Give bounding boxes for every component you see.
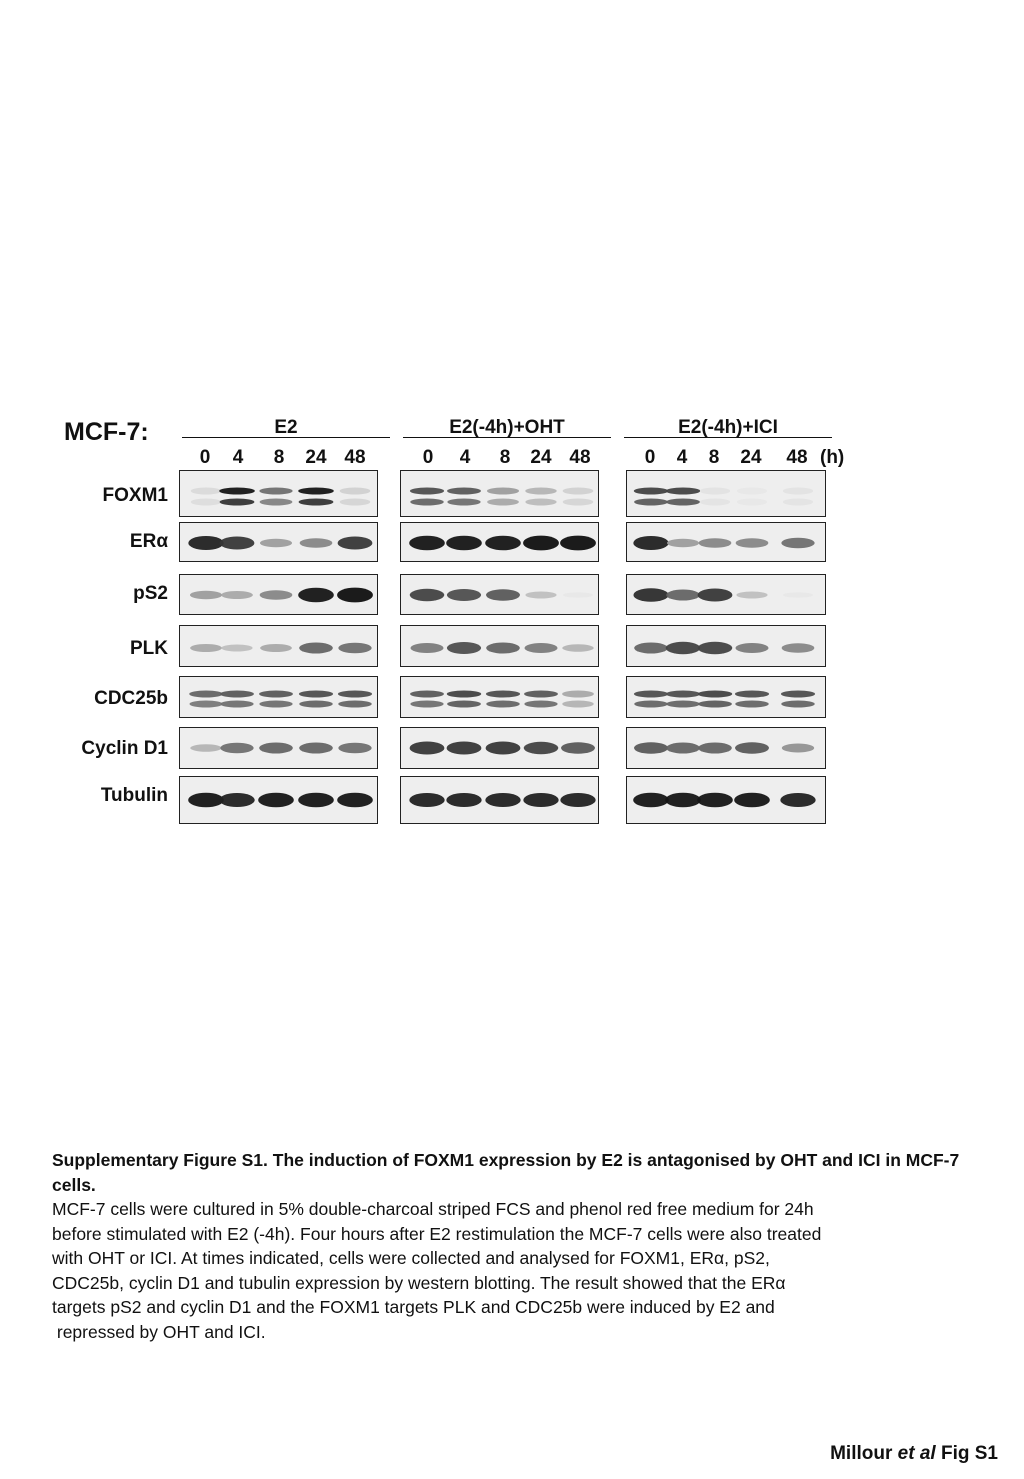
timepoint-label: 8 xyxy=(273,447,285,468)
blot-band xyxy=(487,499,519,506)
blot-band xyxy=(665,793,701,808)
blot-band xyxy=(447,742,482,755)
blot-image xyxy=(180,575,377,614)
blot-band xyxy=(260,499,293,506)
blot-band xyxy=(633,588,668,602)
blot-band xyxy=(562,644,594,652)
blot-image xyxy=(401,471,598,516)
blot-band xyxy=(486,589,520,601)
blot-image xyxy=(180,728,377,768)
blot-band xyxy=(299,691,333,698)
timepoint-label: 4 xyxy=(232,447,244,468)
blot-band xyxy=(735,742,769,754)
blot-band xyxy=(560,793,595,807)
blot-image xyxy=(627,575,825,614)
blot-band xyxy=(221,591,253,599)
blot-image xyxy=(627,626,825,666)
blot-band xyxy=(523,793,558,807)
timepoint-label: 4 xyxy=(676,447,688,468)
timepoint-label: 24 xyxy=(305,447,327,468)
blot-band xyxy=(666,499,700,506)
timepoint-label: 48 xyxy=(344,447,366,468)
blot-panel-cdc25b-e2 xyxy=(179,676,378,718)
timepoint-label: 0 xyxy=(644,447,656,468)
protein-label-foxm1: FOXM1 xyxy=(102,485,168,506)
protein-label-cdc25b: CDC25b xyxy=(94,688,168,709)
blot-band xyxy=(219,793,254,807)
blot-band xyxy=(260,539,292,548)
blot-band xyxy=(188,793,224,808)
timepoint-label: 48 xyxy=(786,447,808,468)
blot-band xyxy=(410,701,443,708)
blot-image xyxy=(180,677,377,717)
blot-band xyxy=(634,691,668,698)
blot-band xyxy=(447,499,480,506)
blot-band xyxy=(782,744,814,753)
blot-band xyxy=(447,642,481,654)
blot-band xyxy=(634,488,669,495)
blot-image xyxy=(401,777,598,823)
protein-label-tubulin: Tubulin xyxy=(100,785,168,806)
blot-panel-plk-e2 xyxy=(179,625,378,667)
blot-band xyxy=(188,536,223,550)
timepoint-label: 8 xyxy=(499,447,511,468)
blot-band xyxy=(410,742,445,755)
blot-band xyxy=(698,701,732,708)
blot-band xyxy=(410,499,444,506)
blot-band xyxy=(735,701,769,708)
blot-band xyxy=(633,793,669,808)
blot-image xyxy=(401,677,598,717)
caption-line: with OHT or ICI. At times indicated, cells were collected and analysed for FOXM1, ERα, pS2, xyxy=(52,1248,770,1268)
blot-band xyxy=(189,691,223,698)
figure-footer-label xyxy=(830,1443,998,1465)
blot-band xyxy=(485,536,521,551)
blot-band xyxy=(447,488,481,495)
blot-band xyxy=(666,488,701,495)
cell-line-label: MCF-7: xyxy=(64,418,149,446)
blot-band xyxy=(338,743,371,754)
blot-panel-cdc25b-oht xyxy=(400,676,599,718)
blot-band xyxy=(523,536,559,551)
blot-band xyxy=(698,691,733,698)
blot-panel-tubulin-ici xyxy=(626,776,826,824)
blot-band xyxy=(446,793,481,807)
timepoint-label: 8 xyxy=(708,447,720,468)
blot-band xyxy=(189,701,222,708)
blot-image xyxy=(627,677,825,717)
caption-line: CDC25b, cyclin D1 and tubulin expression by western blotting. The result showed that the ERα xyxy=(52,1272,786,1293)
blot-band xyxy=(560,536,596,551)
blot-image xyxy=(627,728,825,768)
blot-image xyxy=(627,471,825,516)
hours-unit-label: (h) xyxy=(820,447,845,468)
blot-band xyxy=(666,590,700,601)
blot-band xyxy=(337,793,373,808)
blot-band xyxy=(562,701,594,708)
condition-rule-oht xyxy=(403,437,611,438)
blot-band xyxy=(634,701,668,708)
blot-band xyxy=(525,592,556,599)
blot-panel-plk-oht xyxy=(400,625,599,667)
footer-fig: Fig S1 xyxy=(940,1443,998,1464)
caption-body xyxy=(52,1197,982,1344)
condition-title-ici: E2(-4h)+ICI xyxy=(678,417,778,438)
blot-band xyxy=(298,488,334,495)
blot-band xyxy=(562,691,594,698)
blot-band xyxy=(666,743,700,754)
blot-band xyxy=(633,536,668,550)
blot-band xyxy=(338,537,373,550)
timepoint-label: 48 xyxy=(569,447,591,468)
blot-band xyxy=(487,488,519,495)
blot-image xyxy=(401,626,598,666)
blot-band xyxy=(781,538,814,549)
blot-band xyxy=(220,499,255,506)
blot-band xyxy=(525,499,556,506)
blot-band xyxy=(736,643,769,653)
blot-band xyxy=(259,691,293,698)
blot-band xyxy=(666,642,701,655)
blot-band xyxy=(524,691,558,698)
blot-band xyxy=(260,644,292,652)
condition-title-oht: E2(-4h)+OHT xyxy=(449,417,565,438)
blot-band xyxy=(780,793,815,807)
caption-title: Supplementary Figure S1. The induction of FOXM1 expression by E2 is antagonised by OHT and ICI in MCF-7 cells. xyxy=(52,1150,960,1195)
blot-image xyxy=(180,777,377,823)
blot-band xyxy=(525,488,557,495)
blot-band xyxy=(340,499,371,506)
blot-band xyxy=(666,691,700,698)
timepoint-label: 24 xyxy=(530,447,552,468)
blot-band xyxy=(410,691,444,698)
blot-band xyxy=(525,643,558,653)
blot-band xyxy=(783,499,813,506)
blot-image xyxy=(627,523,825,561)
blot-band xyxy=(666,701,700,708)
footer-etal: et al xyxy=(897,1443,936,1464)
blot-image xyxy=(180,523,377,561)
blot-band xyxy=(524,701,557,708)
blot-panel-ps2-e2 xyxy=(179,574,378,615)
blot-band xyxy=(634,499,668,506)
figure-caption xyxy=(52,1148,982,1344)
blot-image xyxy=(627,777,825,823)
blot-band xyxy=(299,743,333,754)
blot-band xyxy=(700,499,730,506)
blot-band xyxy=(734,793,770,808)
blot-band xyxy=(781,691,815,698)
blot-panel-tubulin-e2 xyxy=(179,776,378,824)
blot-band xyxy=(260,590,293,600)
blot-band xyxy=(737,488,767,495)
blot-band xyxy=(561,742,595,754)
blot-band xyxy=(299,701,333,708)
blot-band xyxy=(697,793,733,808)
blot-band xyxy=(410,488,444,495)
condition-rule-ici xyxy=(624,437,832,438)
blot-band xyxy=(735,691,769,698)
blot-panel-foxm1-e2 xyxy=(179,470,378,517)
blot-band xyxy=(563,488,594,495)
blot-band xyxy=(411,643,444,653)
blot-band xyxy=(190,644,222,652)
blot-band xyxy=(299,643,333,654)
blot-band xyxy=(783,592,813,597)
blot-image xyxy=(401,728,598,768)
blot-panel-cyclin-d1-oht xyxy=(400,727,599,769)
blot-band xyxy=(667,539,699,548)
blot-band xyxy=(782,643,815,653)
blot-band xyxy=(191,499,221,506)
blot-band xyxy=(258,793,294,808)
caption-line: before stimulated with E2 (-4h). Four hours after E2 restimulation the MCF-7 cells were also treated xyxy=(52,1223,822,1244)
blot-band xyxy=(486,643,520,654)
blot-panel-foxm1-ici xyxy=(626,470,826,517)
blot-band xyxy=(736,538,769,548)
blot-band xyxy=(634,742,668,754)
caption-line: MCF-7 cells were cultured in 5% double-charcoal striped FCS and phenol red free medium for 24h xyxy=(52,1199,814,1219)
timepoint-label: 0 xyxy=(199,447,211,468)
protein-label-cyclin-d1: Cyclin D1 xyxy=(81,738,168,759)
protein-label-plk: PLK xyxy=(130,638,168,659)
blot-band xyxy=(299,499,334,506)
blot-panel-ps2-oht xyxy=(400,574,599,615)
blot-band xyxy=(524,742,559,755)
blot-band xyxy=(220,701,253,708)
blot-band xyxy=(563,499,594,506)
blot-panel-foxm1-oht xyxy=(400,470,599,517)
blot-band xyxy=(190,744,222,752)
blot-panel-era-e2 xyxy=(179,522,378,562)
caption-line: targets pS2 and cyclin D1 and the FOXM1 targets PLK and CDC25b were induced by E2 and xyxy=(52,1297,775,1317)
timepoint-label: 4 xyxy=(459,447,471,468)
blot-band xyxy=(563,592,593,597)
blot-band xyxy=(783,488,813,495)
blot-panel-era-oht xyxy=(400,522,599,562)
blot-band xyxy=(698,743,732,754)
blot-image xyxy=(401,575,598,614)
blot-band xyxy=(191,488,221,495)
blot-band xyxy=(409,536,445,551)
blot-image xyxy=(180,626,377,666)
blot-image xyxy=(180,471,377,516)
blot-band xyxy=(737,499,767,506)
blot-band xyxy=(259,488,292,495)
blot-band xyxy=(446,536,482,551)
blot-band xyxy=(485,793,520,807)
protein-label-era: ERα xyxy=(129,531,168,552)
blot-band xyxy=(220,537,255,550)
blot-band xyxy=(221,645,252,652)
blot-band xyxy=(447,691,482,698)
blot-band xyxy=(298,588,334,603)
blot-image xyxy=(401,523,598,561)
blot-panel-ps2-ici xyxy=(626,574,826,615)
blot-panel-cyclin-d1-ici xyxy=(626,727,826,769)
caption-line: repressed by OHT and ICI. xyxy=(52,1321,266,1342)
blot-band xyxy=(486,742,521,755)
blot-band xyxy=(220,743,253,754)
blot-band xyxy=(340,488,371,495)
blot-band xyxy=(337,588,373,603)
blot-band xyxy=(447,701,481,708)
blot-band xyxy=(409,793,444,807)
condition-title-e2: E2 xyxy=(274,417,298,438)
blot-band xyxy=(447,589,481,601)
blot-band xyxy=(486,701,520,708)
blot-band xyxy=(698,642,733,655)
blot-band xyxy=(698,589,733,602)
condition-rule-e2 xyxy=(182,437,390,438)
blot-panel-tubulin-oht xyxy=(400,776,599,824)
blot-band xyxy=(736,592,767,599)
blot-band xyxy=(338,643,371,654)
blot-band xyxy=(190,591,222,600)
blot-band xyxy=(298,793,334,808)
blot-band xyxy=(781,701,815,708)
blot-band xyxy=(486,691,520,698)
blot-panel-cdc25b-ici xyxy=(626,676,826,718)
blot-band xyxy=(699,538,732,548)
blot-band xyxy=(634,643,668,654)
footer-author: Millour xyxy=(830,1443,893,1464)
blot-band xyxy=(700,488,730,495)
blot-band xyxy=(300,538,333,548)
protein-label-ps2: pS2 xyxy=(133,583,168,604)
blot-panel-era-ici xyxy=(626,522,826,562)
blot-band xyxy=(338,701,372,708)
blot-band xyxy=(259,743,293,754)
blot-band xyxy=(410,589,445,602)
blot-band xyxy=(338,691,372,698)
blot-band xyxy=(220,691,254,698)
timepoint-label: 0 xyxy=(422,447,434,468)
blot-band xyxy=(219,488,255,495)
blot-panel-plk-ici xyxy=(626,625,826,667)
blot-panel-cyclin-d1-e2 xyxy=(179,727,378,769)
timepoint-label: 24 xyxy=(740,447,762,468)
blot-band xyxy=(259,701,292,708)
